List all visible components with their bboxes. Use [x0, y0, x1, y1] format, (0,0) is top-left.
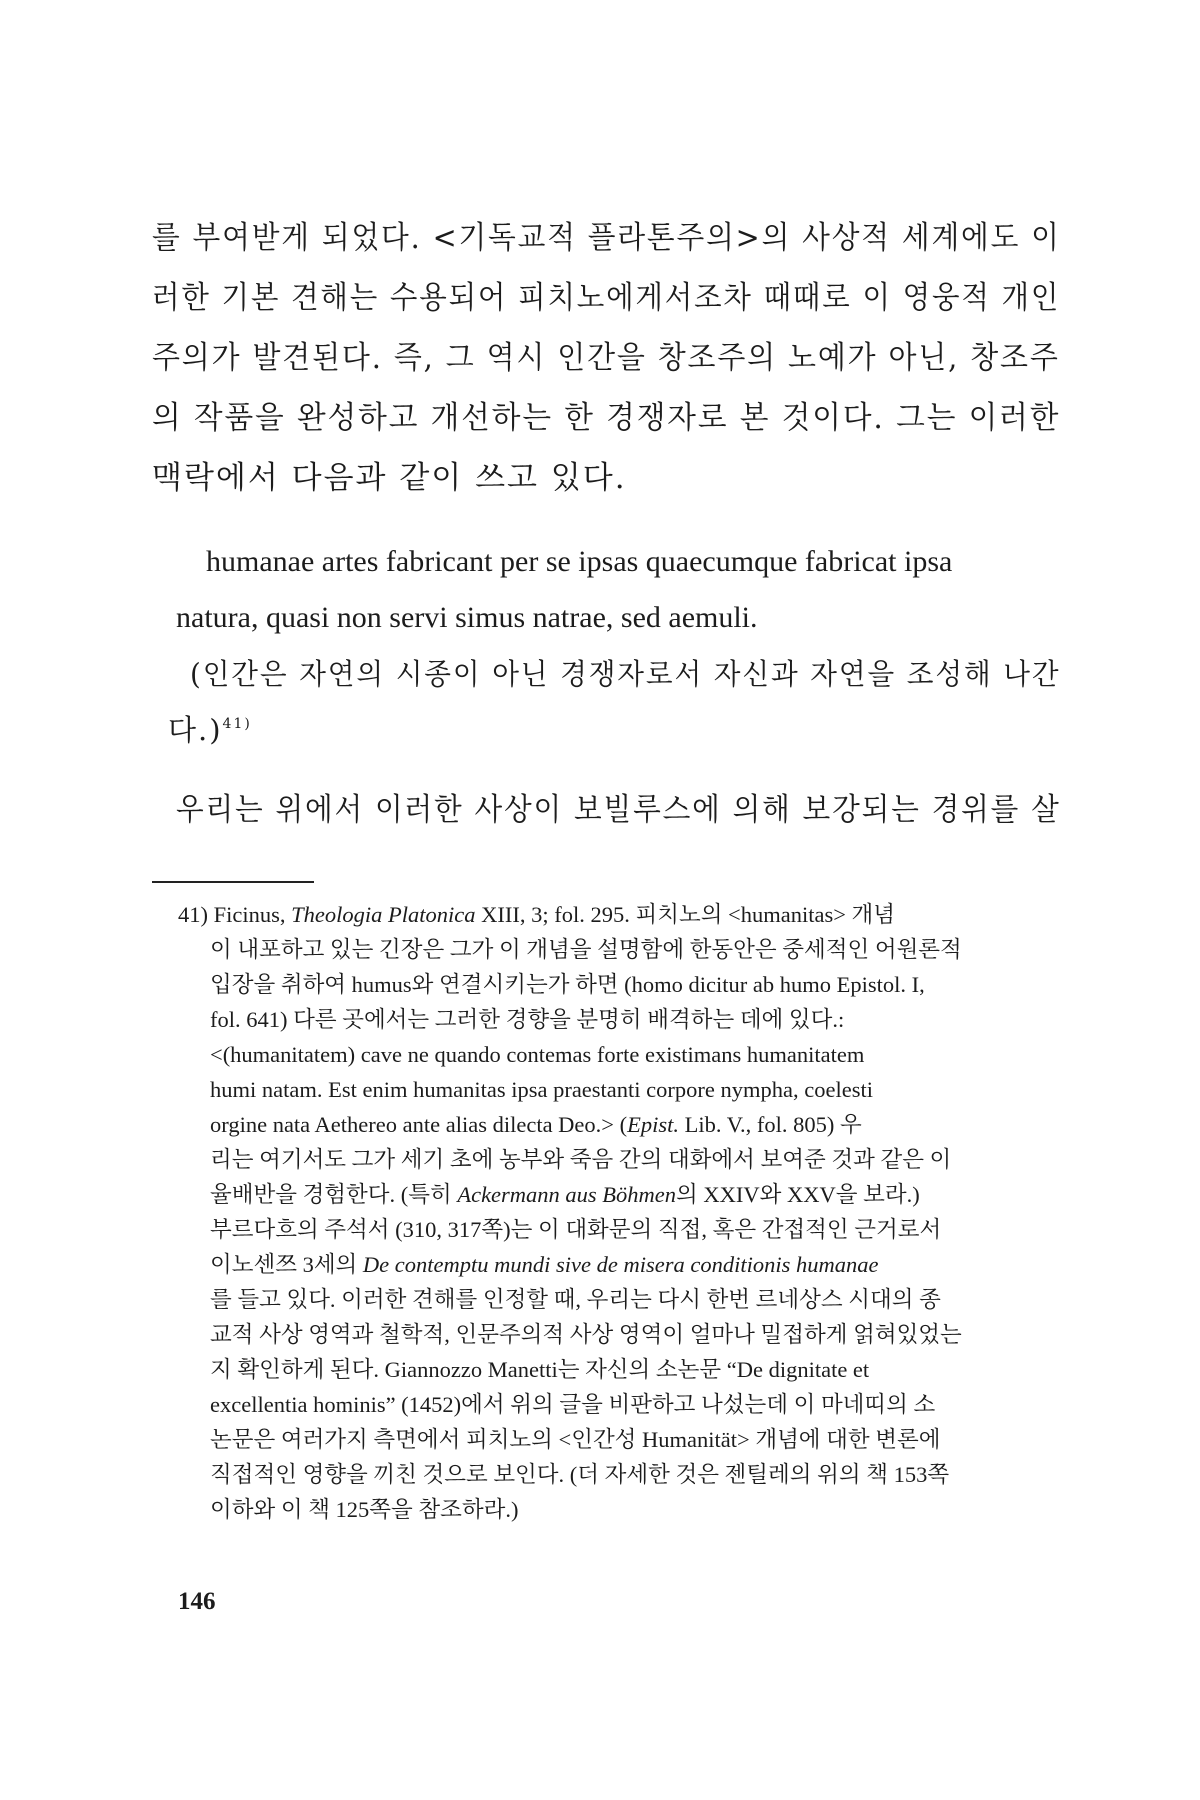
latin-quote-line: humanae artes fabricant per se ipsas quaecumque fabricat ipsa [206, 545, 953, 578]
footnote-line: 입장을 취하여 humus와 연결시키는가 하면 (homo dicitur ab humo Epistol. I, [210, 972, 925, 997]
footnote-line: 지 확인하게 된다. Giannozzo Manetti는 자신의 소논문 “De dignitate et [210, 1357, 870, 1382]
page-number: 146 [178, 1588, 216, 1615]
footnote-line: 이하와 이 책 125쪽을 참조하라.) [210, 1497, 519, 1522]
body-line: 의 작품을 완성하고 개선하는 한 경쟁자로 본 것이다. 그는 이러한 [152, 400, 1061, 436]
footnote-line [210, 1250, 878, 1280]
footnote-title: Theologia Platonica [291, 902, 476, 927]
paragraph-2: 우리는 위에서 이러한 사상이 보빌루스에 의해 보강되는 경위를 살 [176, 792, 1061, 828]
footnote-line: 논문은 여러가지 측면에서 피치노의 <인간성 Humanität> 개념에 대한 변론에 [210, 1427, 941, 1452]
footnote-text: 의 XXIV와 XXV을 보라.) [676, 1182, 920, 1207]
body-line: 를 부여받게 되었다. <기독교적 플라톤주의>의 사상적 세계에도 이 [152, 220, 1061, 256]
footnote-title: Ackermann aus Böhmen [457, 1182, 677, 1207]
footnote-line: humi natam. Est enim humanitas ipsa praestanti corpore nympha, coelesti [210, 1077, 873, 1102]
body-line: 맥락에서 다음과 같이 쓰고 있다. [152, 460, 627, 496]
footnote-line: 이 내포하고 있는 긴장은 그가 이 개념을 설명함에 한동안은 중세적인 어원론적 [210, 937, 962, 962]
footnote-line: 교적 사상 영역과 철학적, 인문주의적 사상 영역이 얼마나 밀접하게 얽혀있었는 [210, 1322, 962, 1347]
footnote-text: 이노센쯔 3세의 [210, 1252, 363, 1277]
quote-translation-line [168, 710, 252, 750]
quote-translation-line: (인간은 자연의 시종이 아닌 경쟁자로서 자신과 자연을 조성해 나간 [190, 657, 1061, 691]
footnote-line [210, 1180, 920, 1210]
footnote-line: fol. 641) 다른 곳에서는 그러한 경향을 분명히 배격하는 데에 있다.: [210, 1007, 845, 1032]
footnote-title: Epist. [627, 1112, 679, 1137]
footnote-line: 리는 여기서도 그가 세기 초에 농부와 죽음 간의 대화에서 보여준 것과 같은 이 [210, 1147, 952, 1172]
footnote-text: XIII, 3; fol. 295. 피치노의 <humanitas> 개념 [475, 902, 896, 927]
footnote-line: 를 들고 있다. 이러한 견해를 인정할 때, 우리는 다시 한번 르네상스 시대의 종 [210, 1287, 941, 1312]
footnote-number: 41) [178, 902, 208, 927]
body-line: 러한 기본 견해는 수용되어 피치노에게서조차 때때로 이 영웅적 개인 [152, 280, 1061, 316]
footnote-text: Ficinus, [213, 902, 292, 927]
footnote-reference[interactable]: 41) [222, 716, 252, 732]
footnote-separator [152, 881, 314, 883]
footnote-line: <(humanitatem) cave ne quando contemas forte existimans humanitatem [210, 1042, 865, 1067]
translation-text: 다.) [168, 713, 223, 747]
footnote-line: 직접적인 영향을 끼친 것으로 보인다. (더 자세한 것은 젠틸레의 위의 책 153쪽 [210, 1462, 950, 1487]
body-line: 주의가 발견된다. 즉, 그 역시 인간을 창조주의 노예가 아닌, 창조주 [152, 340, 1060, 376]
footnote-text: 율배반을 경험한다. (특히 [210, 1182, 458, 1207]
footnote-text: Lib. V., fol. 805) 우 [679, 1112, 862, 1137]
footnote-line [210, 1110, 862, 1140]
footnote-line [178, 900, 895, 930]
footnote-line: excellentia hominis” (1452)에서 위의 글을 비판하고 나섰는데 이 마네띠의 소 [210, 1392, 936, 1417]
footnote-title: De contemptu mundi sive de misera conditionis humanae [362, 1252, 879, 1277]
latin-quote-line: natura, quasi non servi simus natrae, sed aemuli. [176, 601, 758, 634]
footnote-line: 부르다흐의 주석서 (310, 317쪽)는 이 대화문의 직접, 혹은 간접적인 근거로서 [210, 1217, 942, 1242]
footnote-text: orgine nata Aethereo ante alias dilecta Deo.> ( [210, 1112, 628, 1137]
